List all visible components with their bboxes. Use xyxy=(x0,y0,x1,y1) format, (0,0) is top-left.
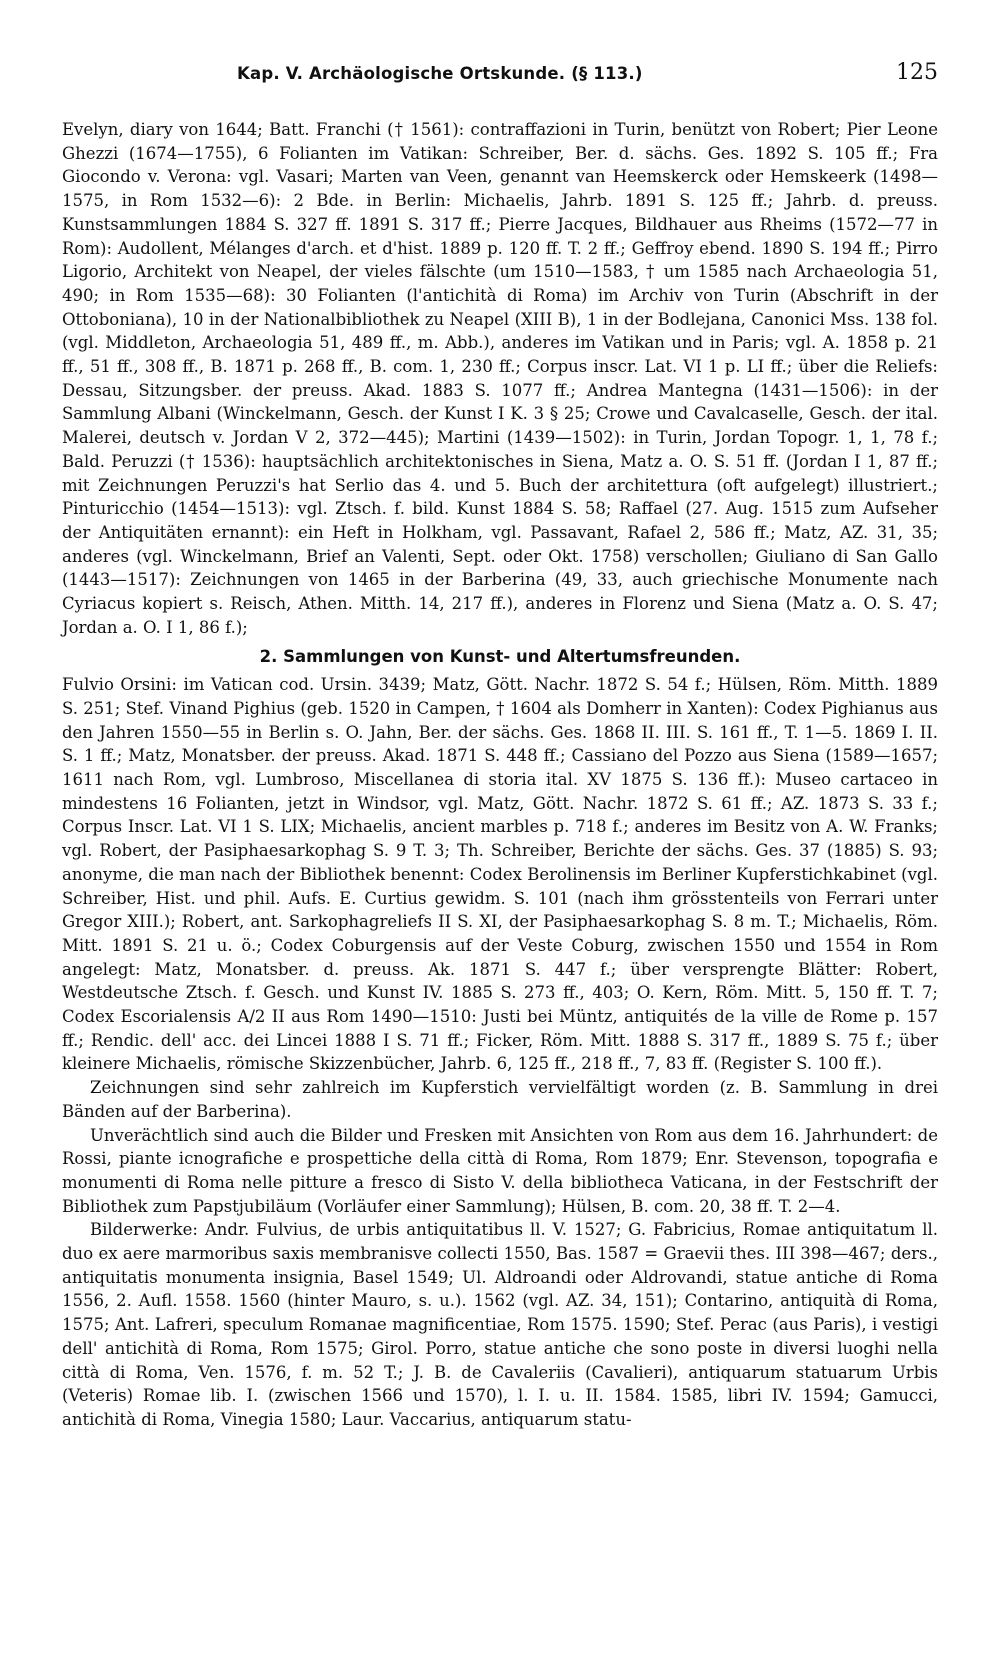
paragraph: Bilderwerke: Andr. Fulvius, de urbis antiquitatibus ll. V. 1527; G. Fabricius, Romae antiquitatum ll. duo ex aere marmoribus saxis membranisve collecti 1550, Bas. 1587 = Graevii thes. III 398—467; ders., antiquitatis monumenta insignia, Basel 1549; Ul. Aldroandi oder Aldrovandi, statue antiche di Roma 1556, 2. Aufl. 1558. 1560 (hinter Mauro, s. u.). 1562 (vgl. AZ. 34, 151); Contarino, antiquità di Roma, 1575; Ant. Lafreri, speculum Romanae magnificentiae, Rom 1575. 1590; Stef. Perac (aus Paris), i vestigi dell' antichità di Roma, Rom 1575; Girol. Porro, statue antiche che sono poste in diversi luoghi nella città di Roma, Ven. 1576, f. m. 52 T.; J. B. de Cavaleriis (Cavalieri), antiquarum statuarum Urbis (Veteris) Romae lib. I. (zwischen 1566 und 1570), l. I. u. II. 1584. 1585, libri IV. 1594; Gamucci, antichità di Roma, Vinegia 1580; Laur. Vaccarius, antiquarum statu- xyxy=(62,1220,938,1429)
paragraph: Fulvio Orsini: im Vatican cod. Ursin. 3439; Matz, Gött. Nachr. 1872 S. 54 f.; Hülsen, Röm. Mitth. 1889 S. 251; Stef. Vinand Pighius (geb. 1520 in Campen, † 1604 als Domherr in Xanten): Codex Pighianus aus den Jahren 1550—55 in Berlin s. O. Jahn, Ber. der sächs. Ges. 1868 II. III. S. 161 ff., T. 1—5. 1869 I. II. S. 1 ff.; Matz, Monatsber. der preuss. Akad. 1871 S. 448 ff.; Cassiano del Pozzo aus Siena (1589—1657; 1611 nach Rom, vgl. Lumbroso, Miscellanea di storia ital. XV 1875 S. 136 ff.): Museo cartaceo in mindestens 16 Folianten, jetzt in Windsor, vgl. Matz, Gött. Nachr. 1872 S. 61 ff.; AZ. 1873 S. 33 f.; Corpus Inscr. Lat. VI 1 S. LIX; Michaelis, ancient marbles p. 718 f.; anderes im Besitz von A. W. Franks; vgl. Robert, der Pasiphaesarkophag S. 9 T. 3; Th. Schreiber, Berichte der sächs. Ges. 37 (1885) S. 93; anonyme, die man nach der Bibliothek benennt: Codex Berolinensis im Berliner Kupferstichkabinet (vgl. Schreiber, Hist. und phil. Aufs. E. Curtius gewidm. S. 101 (nach ihm grösstenteils von Ferrari unter Gregor XIII.); Robert, ant. Sarkophagreliefs II S. XI, der Pasiphaesarkophag S. 8 m. T.; Michaelis, Röm. Mitt. 1891 S. 21 u. ö.; Codex Coburgensis auf der Veste Coburg, zwischen 1550 und 1554 in Rom angelegt: Matz, Monatsber. d. preuss. Ak. 1871 S. 447 f.; über versprengte Blätter: Robert, Westdeutsche Ztsch. f. Gesch. und Kunst IV. 1885 S. 273 ff., 403; O. Kern, Röm. Mitt. 5, 150 ff. T. 7; Codex Escorialensis A/2 II aus Rom 1490—1510: Justi bei Müntz, antiquités de la ville de Rome p. 157 ff.; Rendic. dell' acc. dei Lincei 1888 I S. 71 ff.; Ficker, Röm. Mitt. 1888 S. 317 ff., 1889 S. 75 f.; über kleinere Michaelis, römische Skizzenbücher, Jahrb. 6, 125 ff., 218 ff., 7, 83 ff. (Register S. 100 ff.). xyxy=(62,675,938,1074)
paragraph: Unverächtlich sind auch die Bilder und Fresken mit Ansichten von Rom aus dem 16. Jahrhundert: de Rossi, piante icnografiche e prospettiche della città di Roma, Rom 1879; Enr. Stevenson, topografia e monumenti di Roma nelle pitture a fresco di Sisto V. della bibliotheca Vaticana, in der Festschrift der Bibliothek zum Papstjubiläum (Vorläufer einer Sammlung); Hülsen, B. com. 20, 38 ff. T. 2—4. xyxy=(62,1125,938,1216)
page-number: 125 xyxy=(896,60,938,85)
running-head xyxy=(62,60,938,92)
paragraph: Zeichnungen sind sehr zahlreich im Kupferstich vervielfältigt worden (z. B. Sammlung in drei Bänden auf der Barberina). xyxy=(62,1078,938,1121)
section-heading: 2. Sammlungen von Kunst- und Altertumsfreunden. xyxy=(259,647,741,667)
running-title: Kap. V. Archäologische Ortskunde. (§ 113.) xyxy=(237,64,643,83)
body-text xyxy=(62,118,938,1432)
paragraph: Evelyn, diary von 1644; Batt. Franchi († 1561): contraffazioni in Turin, benützt von Robert; Pier Leone Ghezzi (1674—1755), 6 Folianten im Vatikan: Schreiber, Ber. d. sächs. Ges. 1892 S. 105 ff.; Fra Giocondo v. Verona: vgl. Vasari; Marten van Veen, genannt van Heemskerck oder Hemskeerk (1498—1575, in Rom 1532—6): 2 Bde. in Berlin: Michaelis, Jahrb. 1891 S. 125 ff.; Jahrb. d. preuss. Kunstsammlungen 1884 S. 327 ff. 1891 S. 317 ff.; Pierre Jacques, Bildhauer aus Rheims (1572—77 in Rom): Audollent, Mélanges d'arch. et d'hist. 1889 p. 120 ff. T. 2 ff.; Geffroy ebend. 1890 S. 194 ff.; Pirro Ligorio, Architekt von Neapel, der vieles fälschte (um 1510—1583, † um 1585 nach Archaeologia 51, 490; in Rom 1535—68): 30 Folianten (l'antichità di Roma) im Archiv von Turin (Abschrift in der Ottoboniana), 10 in der Nationalbibliothek zu Neapel (XIII B), 1 in der Bodlejana, Canonici Mss. 138 fol. (vgl. Middleton, Archaeologia 51, 489 ff., m. Abb.), anderes im Vatikan und in Paris; vgl. A. 1858 p. 21 ff., 51 ff., 308 ff., B. 1871 p. 268 ff., B. com. 1, 230 ff.; Corpus inscr. Lat. VI 1 p. LI ff.; über die Reliefs: Dessau, Sitzungsber. der preuss. Akad. 1883 S. 1077 ff.; Andrea Mantegna (1431—1506): in der Sammlung Albani (Winckelmann, Gesch. der Kunst I K. 3 § 25; Crowe und Cavalcaselle, Gesch. der ital. Malerei, deutsch v. Jordan V 2, 372—445); Martini (1439—1502): in Turin, Jordan Topogr. 1, 1, 78 f.; Bald. Peruzzi († 1536): hauptsächlich architektonisches in Siena, Matz a. O. S. 51 ff. (Jordan I 1, 87 ff.; mit Zeichnungen Peruzzi's hat Serlio das 4. und 5. Buch der architettura (oft aufgelegt) illustriert.; Pinturicchio (1454—1513): vgl. Ztsch. f. bild. Kunst 1884 S. 58; Raffael (27. Aug. 1515 zum Aufseher der Antiquitäten ernannt): ein Heft in Holkham, vgl. Passavant, Rafael 2, 586 ff.; Matz, AZ. 31, 35; anderes (vgl. Winckelmann, Brief an Valenti, Sept. oder Okt. 1758) verschollen; Giuliano di San Gallo (1443—1517): Zeichnungen von 1465 in der Barberina (49, 33, auch griechische Monumente nach Cyriacus kopiert s. Reisch, Athen. Mitth. 14, 217 ff.), anderes in Florenz und Siena (Matz a. O. S. 47; Jordan a. O. I 1, 86 f.); xyxy=(62,120,938,637)
